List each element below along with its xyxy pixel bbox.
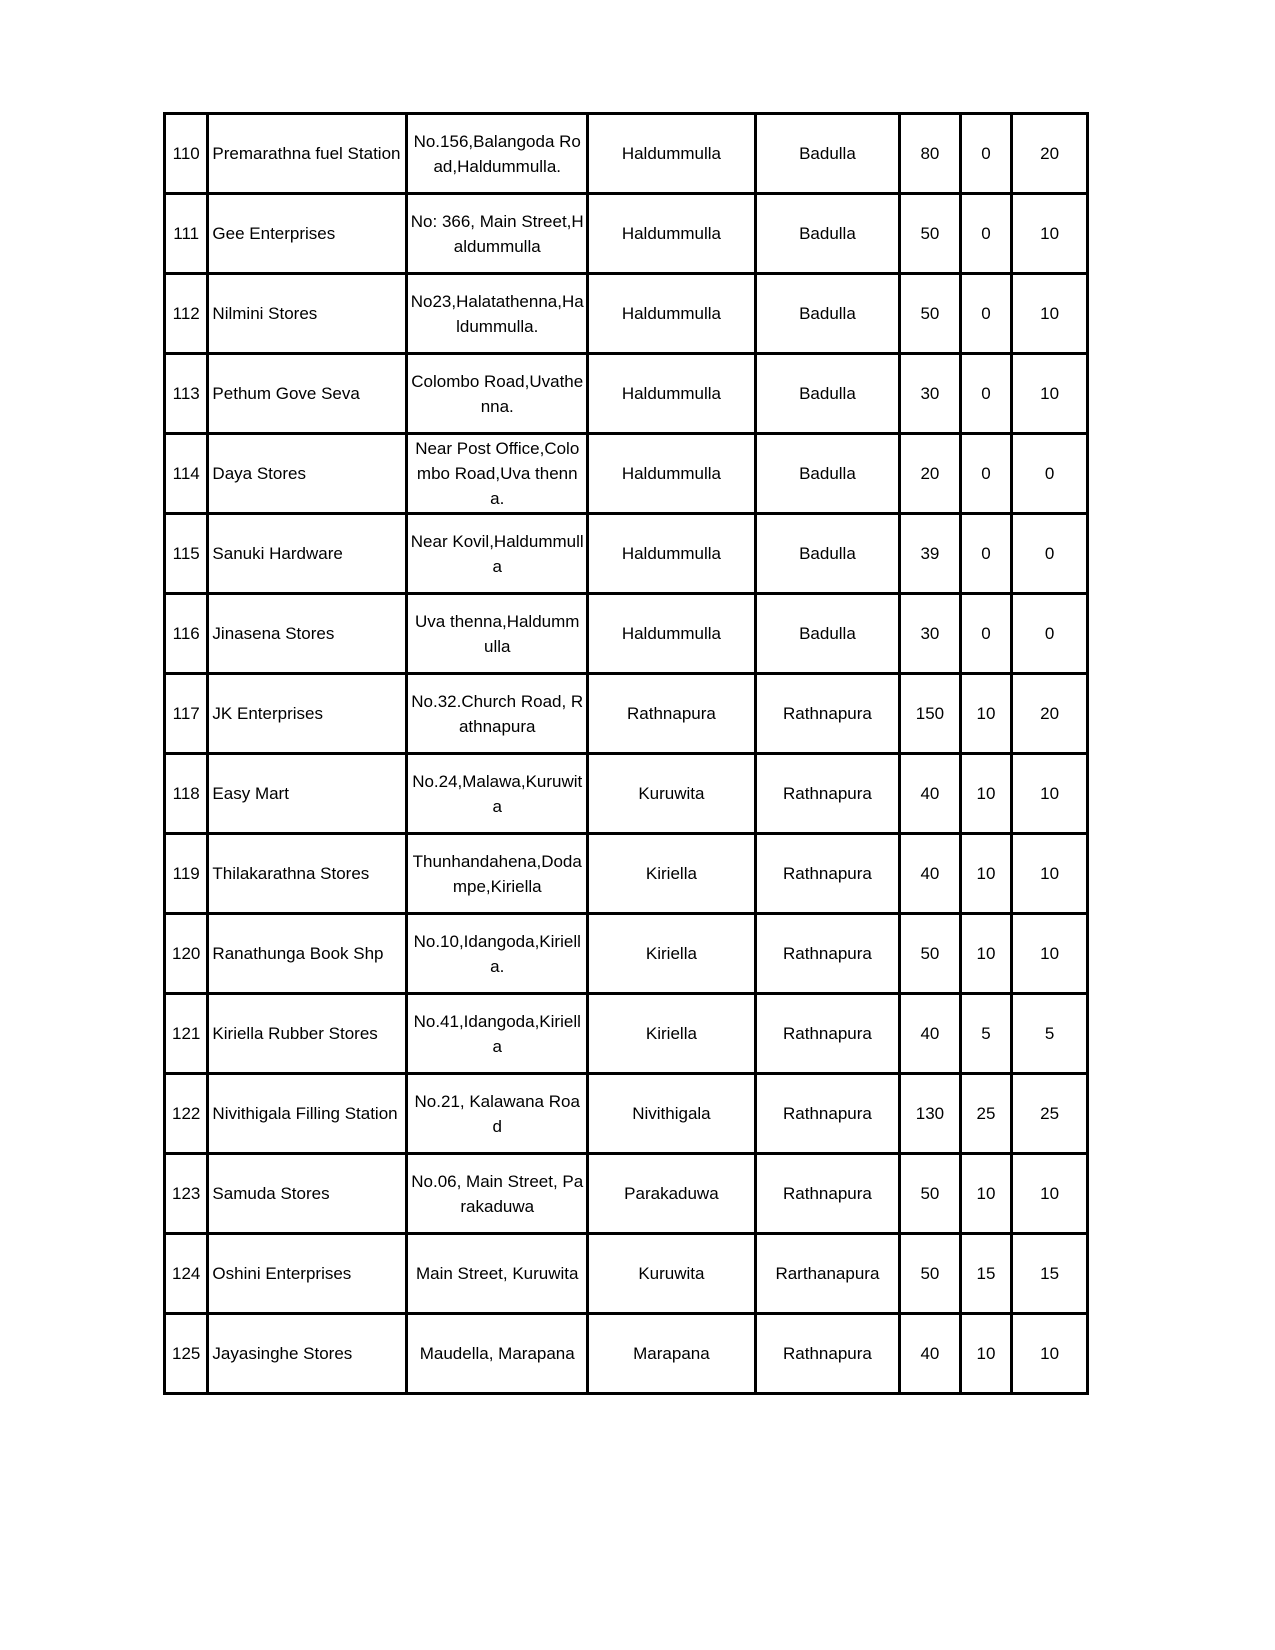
row-number-cell: 112 — [165, 274, 208, 354]
value-1-cell: 130 — [900, 1074, 961, 1154]
area-cell: Haldummulla — [588, 514, 756, 594]
row-number-cell: 122 — [165, 1074, 208, 1154]
table-row — [165, 914, 1088, 994]
table-row — [165, 194, 1088, 274]
district-cell: Badulla — [755, 354, 899, 434]
row-number-cell: 121 — [165, 994, 208, 1074]
address-cell: No.32.Church Road, Rathnapura — [407, 674, 588, 754]
address-cell: Maudella, Marapana — [407, 1314, 588, 1394]
row-number-cell: 114 — [165, 434, 208, 514]
area-cell: Haldummulla — [588, 594, 756, 674]
address-cell: No.21, Kalawana Road — [407, 1074, 588, 1154]
value-1-cell: 40 — [900, 1314, 961, 1394]
row-number-cell: 113 — [165, 354, 208, 434]
value-2-cell: 0 — [960, 514, 1012, 594]
value-3-cell: 0 — [1012, 514, 1088, 594]
district-cell: Rathnapura — [755, 1154, 899, 1234]
district-cell: Badulla — [755, 594, 899, 674]
area-cell: Haldummulla — [588, 354, 756, 434]
district-cell: Rathnapura — [755, 1074, 899, 1154]
table-row — [165, 1314, 1088, 1394]
address-cell: Colombo Road,Uvathenna. — [407, 354, 588, 434]
address-cell: No.10,Idangoda,Kiriella. — [407, 914, 588, 994]
row-number-cell: 116 — [165, 594, 208, 674]
table-row — [165, 434, 1088, 514]
table-row — [165, 1074, 1088, 1154]
district-cell: Rathnapura — [755, 674, 899, 754]
dealer-name-cell: Pethum Gove Seva — [208, 354, 407, 434]
value-3-cell: 10 — [1012, 274, 1088, 354]
district-cell: Badulla — [755, 194, 899, 274]
value-2-cell: 10 — [960, 674, 1012, 754]
table-row — [165, 114, 1088, 194]
table-row — [165, 1234, 1088, 1314]
value-1-cell: 50 — [900, 1154, 961, 1234]
dealer-name-cell: Kiriella Rubber Stores — [208, 994, 407, 1074]
dealer-name-cell: Ranathunga Book Shp — [208, 914, 407, 994]
row-number-cell: 118 — [165, 754, 208, 834]
value-1-cell: 40 — [900, 754, 961, 834]
value-1-cell: 50 — [900, 274, 961, 354]
value-2-cell: 0 — [960, 274, 1012, 354]
table-row — [165, 354, 1088, 434]
value-2-cell: 25 — [960, 1074, 1012, 1154]
value-2-cell: 0 — [960, 354, 1012, 434]
value-3-cell: 10 — [1012, 1314, 1088, 1394]
dealer-table — [163, 112, 1089, 1395]
dealer-name-cell: Premarathna fuel Station — [208, 114, 407, 194]
row-number-cell: 119 — [165, 834, 208, 914]
address-cell: No: 366, Main Street,Haldummulla — [407, 194, 588, 274]
dealer-name-cell: Oshini Enterprises — [208, 1234, 407, 1314]
table-row — [165, 674, 1088, 754]
dealer-name-cell: Thilakarathna Stores — [208, 834, 407, 914]
area-cell: Kiriella — [588, 914, 756, 994]
area-cell: Haldummulla — [588, 114, 756, 194]
value-1-cell: 50 — [900, 1234, 961, 1314]
dealer-name-cell: Nilmini Stores — [208, 274, 407, 354]
value-2-cell: 15 — [960, 1234, 1012, 1314]
address-cell: No.24,Malawa,Kuruwita — [407, 754, 588, 834]
row-number-cell: 123 — [165, 1154, 208, 1234]
row-number-cell: 111 — [165, 194, 208, 274]
table-row — [165, 594, 1088, 674]
value-3-cell: 10 — [1012, 1154, 1088, 1234]
district-cell: Rathnapura — [755, 914, 899, 994]
value-1-cell: 39 — [900, 514, 961, 594]
address-cell: Thunhandahena,Dodampe,Kiriella — [407, 834, 588, 914]
value-3-cell: 15 — [1012, 1234, 1088, 1314]
row-number-cell: 124 — [165, 1234, 208, 1314]
value-3-cell: 20 — [1012, 114, 1088, 194]
value-3-cell: 10 — [1012, 194, 1088, 274]
dealer-table-body — [165, 114, 1088, 1394]
dealer-name-cell: JK Enterprises — [208, 674, 407, 754]
value-1-cell: 30 — [900, 354, 961, 434]
area-cell: Kiriella — [588, 994, 756, 1074]
table-row — [165, 514, 1088, 594]
dealer-name-cell: Samuda Stores — [208, 1154, 407, 1234]
row-number-cell: 125 — [165, 1314, 208, 1394]
value-3-cell: 10 — [1012, 754, 1088, 834]
value-1-cell: 40 — [900, 834, 961, 914]
area-cell: Kuruwita — [588, 1234, 756, 1314]
value-3-cell: 20 — [1012, 674, 1088, 754]
district-cell: Rarthanapura — [755, 1234, 899, 1314]
address-cell: Near Post Office,Colombo Road,Uva thenna. — [407, 434, 588, 514]
value-2-cell: 10 — [960, 1154, 1012, 1234]
area-cell: Marapana — [588, 1314, 756, 1394]
area-cell: Haldummulla — [588, 194, 756, 274]
value-2-cell: 10 — [960, 834, 1012, 914]
table-row — [165, 274, 1088, 354]
value-1-cell: 80 — [900, 114, 961, 194]
value-1-cell: 150 — [900, 674, 961, 754]
dealer-name-cell: Easy Mart — [208, 754, 407, 834]
address-cell: Uva thenna,Haldummulla — [407, 594, 588, 674]
value-1-cell: 50 — [900, 914, 961, 994]
row-number-cell: 117 — [165, 674, 208, 754]
value-3-cell: 10 — [1012, 354, 1088, 434]
value-2-cell: 0 — [960, 434, 1012, 514]
area-cell: Kuruwita — [588, 754, 756, 834]
value-2-cell: 0 — [960, 114, 1012, 194]
district-cell: Badulla — [755, 434, 899, 514]
value-2-cell: 10 — [960, 1314, 1012, 1394]
address-cell: Main Street, Kuruwita — [407, 1234, 588, 1314]
district-cell: Rathnapura — [755, 834, 899, 914]
address-cell: Near Kovil,Haldummulla — [407, 514, 588, 594]
value-1-cell: 30 — [900, 594, 961, 674]
address-cell: No.156,Balangoda Road,Haldummulla. — [407, 114, 588, 194]
value-2-cell: 0 — [960, 594, 1012, 674]
address-cell: No.06, Main Street, Parakaduwa — [407, 1154, 588, 1234]
address-cell: No23,Halatathenna,Haldummulla. — [407, 274, 588, 354]
dealer-name-cell: Sanuki Hardware — [208, 514, 407, 594]
district-cell: Badulla — [755, 514, 899, 594]
value-3-cell: 10 — [1012, 834, 1088, 914]
value-2-cell: 10 — [960, 754, 1012, 834]
table-row — [165, 1154, 1088, 1234]
value-2-cell: 10 — [960, 914, 1012, 994]
area-cell: Haldummulla — [588, 274, 756, 354]
area-cell: Kiriella — [588, 834, 756, 914]
value-2-cell: 0 — [960, 194, 1012, 274]
dealer-name-cell: Daya Stores — [208, 434, 407, 514]
table-row — [165, 834, 1088, 914]
area-cell: Parakaduwa — [588, 1154, 756, 1234]
row-number-cell: 115 — [165, 514, 208, 594]
value-3-cell: 10 — [1012, 914, 1088, 994]
table-row — [165, 754, 1088, 834]
area-cell: Haldummulla — [588, 434, 756, 514]
dealer-name-cell: Jayasinghe Stores — [208, 1314, 407, 1394]
district-cell: Badulla — [755, 274, 899, 354]
table-row — [165, 994, 1088, 1074]
value-2-cell: 5 — [960, 994, 1012, 1074]
value-1-cell: 50 — [900, 194, 961, 274]
dealer-name-cell: Gee Enterprises — [208, 194, 407, 274]
district-cell: Rathnapura — [755, 1314, 899, 1394]
dealer-name-cell: Jinasena Stores — [208, 594, 407, 674]
value-1-cell: 20 — [900, 434, 961, 514]
area-cell: Nivithigala — [588, 1074, 756, 1154]
district-cell: Badulla — [755, 114, 899, 194]
district-cell: Rathnapura — [755, 754, 899, 834]
value-3-cell: 0 — [1012, 594, 1088, 674]
area-cell: Rathnapura — [588, 674, 756, 754]
value-3-cell: 0 — [1012, 434, 1088, 514]
address-cell: No.41,Idangoda,Kiriella — [407, 994, 588, 1074]
value-3-cell: 25 — [1012, 1074, 1088, 1154]
district-cell: Rathnapura — [755, 994, 899, 1074]
dealer-name-cell: Nivithigala Filling Station — [208, 1074, 407, 1154]
value-3-cell: 5 — [1012, 994, 1088, 1074]
value-1-cell: 40 — [900, 994, 961, 1074]
row-number-cell: 120 — [165, 914, 208, 994]
row-number-cell: 110 — [165, 114, 208, 194]
